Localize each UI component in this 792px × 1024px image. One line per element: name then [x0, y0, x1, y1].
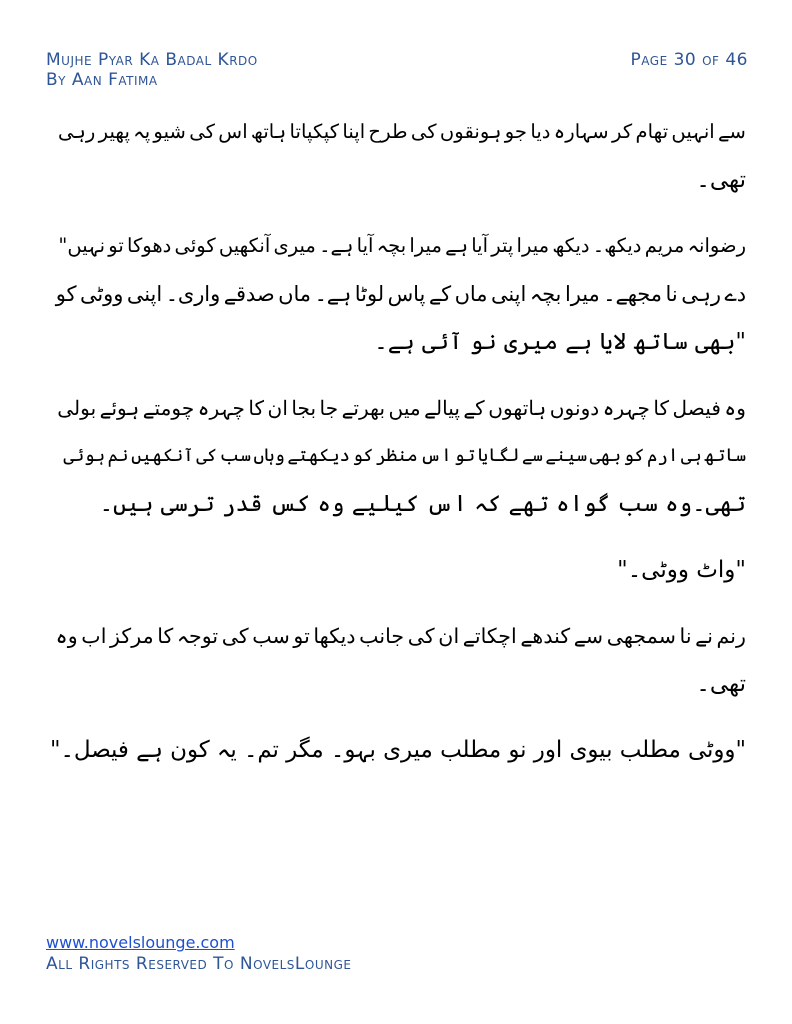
text-line: رنم نے نا سمجھی سے کندھے اچکاتے ان کی جانب دیکھا تو سب کی توجہ کا مرکز اب وہ — [55, 624, 746, 648]
paragraph-2 — [50, 222, 746, 366]
text-line: "ووٹی مطلب بیوی اور نو مطلب میری بہو۔ مگر تم۔ یہ کون ہے فیصل۔" — [49, 737, 746, 763]
paragraph-6 — [50, 726, 746, 774]
document-header-left — [46, 50, 258, 90]
page-number: Page 30 of 46 — [630, 50, 748, 70]
text-line: وہ فیصل کا چہرہ دونوں ہاتھوں کے پیالے میں بھرتے جا بجا ان کا چہرہ چومتے ہوئے بولی — [57, 396, 746, 420]
paragraph-3 — [50, 384, 746, 528]
text-line: رضوانہ مریم دیکھ۔ دیکھ میرا پتر آیا ہے میرا بچہ آیا ہے۔ میری آنکھیں کوئی دھوکا تو نہیں" — [58, 234, 746, 257]
text-line: "واٹ ووٹی۔" — [617, 557, 746, 583]
text-line: ساتھ ہی ارم کو بھی سینے سے لگایا تو اس منظر کو دیکھتے وہاں سب کی آنکھیں نم ہوئی — [63, 445, 746, 466]
text-line: "بھی ساتھ لایا ہے میری نو آئی ہے۔ — [374, 329, 746, 355]
text-line: تھی۔وہ سب گواہ تھے کہ اس کیلیے وہ کس قدر ترسی ہیں۔ — [99, 491, 746, 517]
paragraph-1 — [50, 108, 746, 204]
document-footer — [46, 933, 351, 975]
text-line: تھی۔ — [696, 671, 746, 697]
author-name: By Aan Fatima — [46, 70, 158, 90]
text-line: سے انہیں تھام کر سہارہ دیا جو ہونقوں کی طرح اپنا کپکپاتا ہاتھ اس کی شیو پہ پھیر رہی — [57, 120, 746, 143]
text-line: دے رہی نا مجھے۔ میرا بچہ اپنی ماں کے پاس لوٹا ہے۔ ماں صدقے واری۔ اپنی ووٹی کو — [55, 282, 746, 306]
website-link[interactable]: www.novelslounge.com — [46, 933, 235, 952]
text-line: تھی۔ — [696, 167, 746, 193]
paragraph-4 — [50, 546, 746, 594]
paragraph-5 — [50, 612, 746, 708]
copyright-notice: All Rights Reserved To NovelsLounge — [46, 954, 352, 974]
novel-title: Mujhe Pyar Ka Badal Krdo — [46, 50, 258, 70]
page-body — [50, 108, 746, 792]
